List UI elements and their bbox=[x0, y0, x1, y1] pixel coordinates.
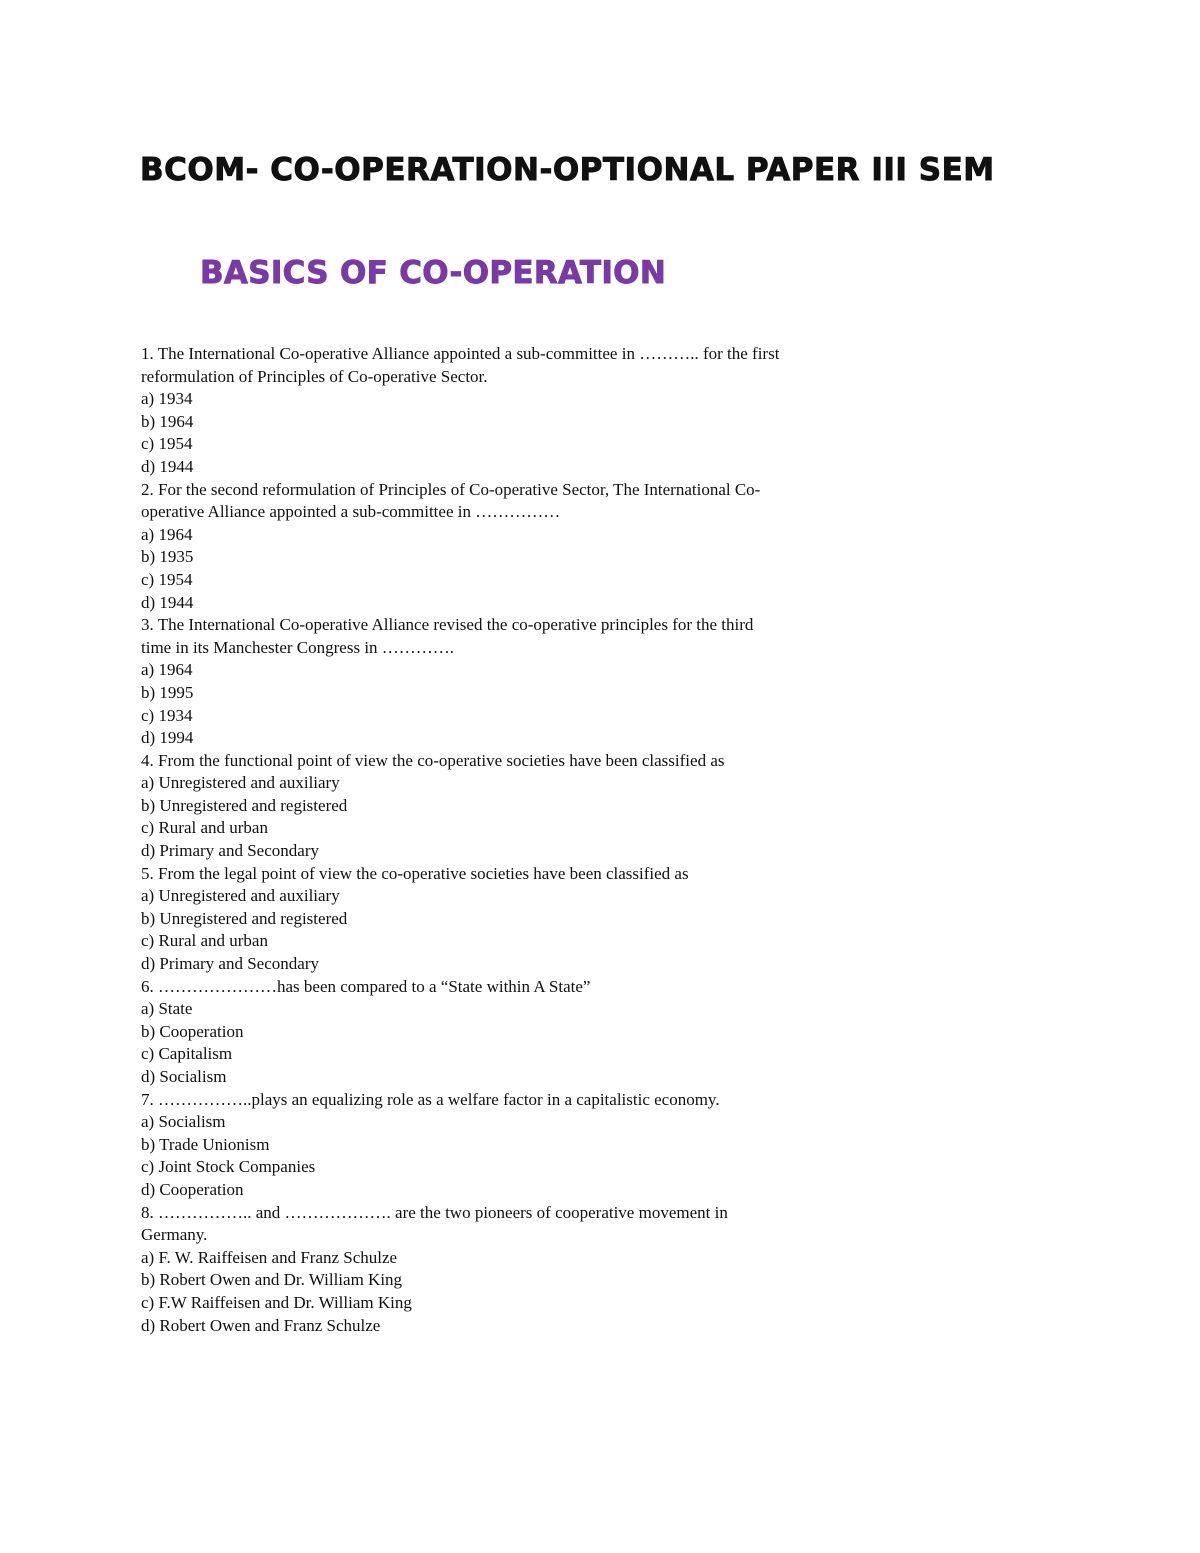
question-stem: 1. The International Co-operative Alliance appointed a sub-committee in ……….. for the first reformulation of Principles of Co-operative Sector. bbox=[141, 344, 780, 386]
question-stem: 4. From the functional point of view the co-operative societies have been classified as bbox=[141, 750, 725, 770]
answer-option: b) Unregistered and registered bbox=[141, 908, 348, 928]
answer-option: a) State bbox=[141, 999, 193, 1019]
answer-option: b) Cooperation bbox=[141, 1021, 244, 1041]
question-5 bbox=[141, 863, 781, 976]
answer-option: c) Rural and urban bbox=[141, 818, 268, 838]
answer-option: b) 1995 bbox=[141, 682, 194, 702]
answer-option: b) 1935 bbox=[141, 547, 194, 567]
answer-option: b) Trade Unionism bbox=[141, 1134, 270, 1154]
answer-option: a) Unregistered and auxiliary bbox=[141, 773, 340, 793]
question-stem: 2. For the second reformulation of Principles of Co-operative Sector, The International Co-operative Alliance appointed a sub-committee in …………… bbox=[141, 479, 761, 522]
answer-option: a) Unregistered and auxiliary bbox=[141, 886, 340, 906]
question-1 bbox=[141, 343, 781, 479]
answer-option: a) 1964 bbox=[141, 524, 193, 544]
answer-option: d) 1994 bbox=[141, 728, 194, 748]
question-7 bbox=[141, 1089, 781, 1202]
question-stem: 6. …………………has been compared to a “State within A State” bbox=[141, 976, 591, 996]
answer-option: c) Rural and urban bbox=[141, 931, 268, 951]
question-4 bbox=[141, 750, 781, 863]
question-stem: 8. …………….. and ………………. are the two pioneers of cooperative movement in Germany. bbox=[141, 1202, 728, 1245]
question-3 bbox=[141, 614, 781, 750]
question-2 bbox=[141, 479, 781, 615]
answer-option: c) 1934 bbox=[141, 705, 193, 725]
answer-option: a) Socialism bbox=[141, 1112, 226, 1132]
answer-option: d) Primary and Secondary bbox=[141, 841, 319, 861]
answer-option: d) Cooperation bbox=[141, 1179, 244, 1199]
answer-option: c) Capitalism bbox=[141, 1044, 233, 1064]
answer-option: c) F.W Raiffeisen and Dr. William King bbox=[141, 1292, 412, 1312]
answer-option: d) 1944 bbox=[141, 592, 194, 612]
question-stem: 3. The International Co-operative Alliance revised the co-operative principles for the third time in its Manchester Congress in …………. bbox=[141, 615, 754, 657]
answer-option: d) Primary and Secondary bbox=[141, 954, 319, 974]
answer-option: c) 1954 bbox=[141, 569, 193, 589]
answer-option: b) 1964 bbox=[141, 411, 194, 431]
answer-option: a) 1964 bbox=[141, 660, 193, 680]
answer-option: d) Robert Owen and Franz Schulze bbox=[141, 1315, 381, 1335]
answer-option: a) 1934 bbox=[141, 389, 193, 409]
answer-option: b) Unregistered and registered bbox=[141, 795, 348, 815]
document-title: BCOM- CO-OPERATION-OPTIONAL PAPER III SEM bbox=[140, 152, 995, 188]
question-stem: 5. From the legal point of view the co-operative societies have been classified as bbox=[141, 863, 689, 883]
question-stem: 7. ……………..plays an equalizing role as a welfare factor in a capitalistic economy. bbox=[141, 1089, 720, 1109]
answer-option: b) Robert Owen and Dr. William King bbox=[141, 1270, 403, 1290]
answer-option: c) Joint Stock Companies bbox=[141, 1157, 316, 1177]
section-title: BASICS OF CO-OPERATION bbox=[200, 255, 667, 291]
question-list bbox=[141, 343, 781, 1337]
answer-option: d) Socialism bbox=[141, 1067, 227, 1086]
question-6 bbox=[141, 976, 781, 1089]
answer-option: a) F. W. Raiffeisen and Franz Schulze bbox=[141, 1247, 398, 1267]
answer-option: c) 1954 bbox=[141, 434, 193, 454]
answer-option: d) 1944 bbox=[141, 456, 194, 476]
question-8 bbox=[141, 1202, 781, 1338]
